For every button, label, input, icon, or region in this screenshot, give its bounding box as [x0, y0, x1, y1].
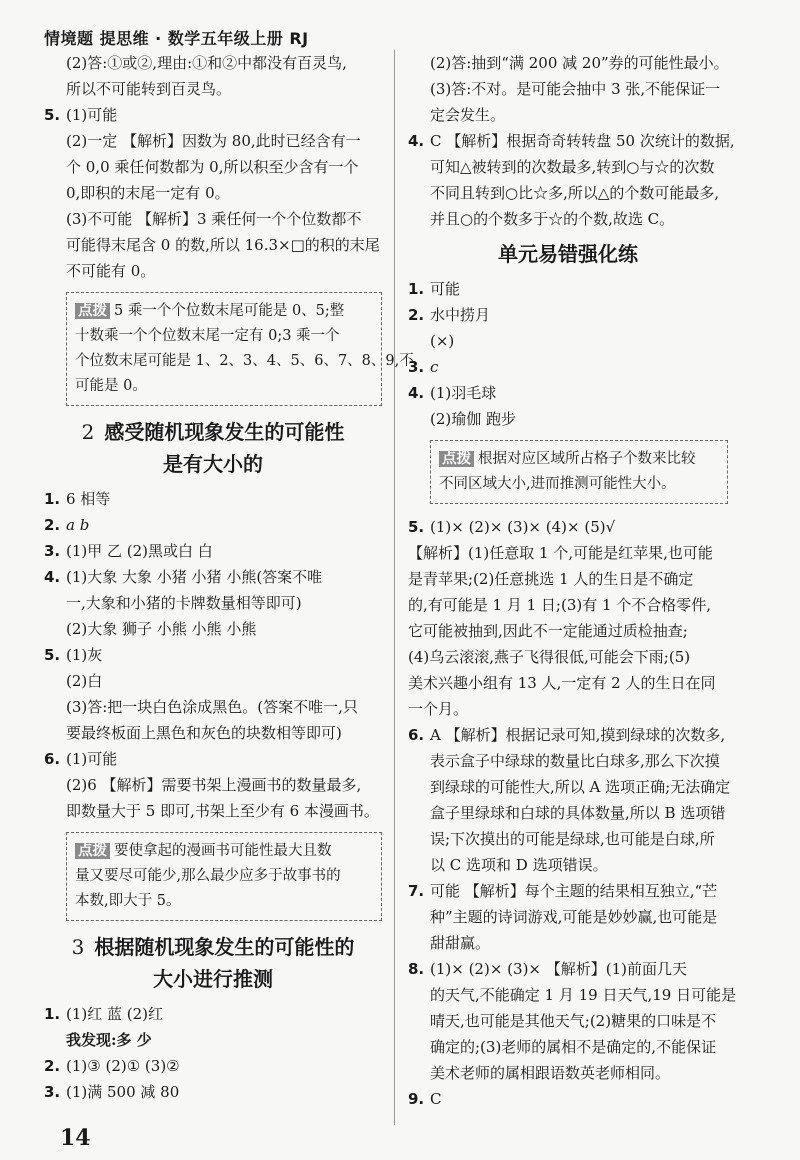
question [408, 722, 728, 748]
section-title: 根据随机现象发生的可能性的 [94, 935, 355, 959]
tip-text: 根据对应区域所占格子个数来比较 [478, 451, 696, 467]
question [408, 128, 735, 154]
text-line: (×) [430, 332, 455, 350]
question-number: 1. [408, 280, 425, 298]
text-line: 表示盒子中绿球的数量比白球多,那么下次摸 [430, 752, 720, 770]
question [408, 878, 728, 904]
question-number: 1. [44, 1005, 61, 1023]
section-title: 感受随机现象发生的可能性 [104, 420, 345, 444]
question [44, 642, 382, 668]
page-number: 14 [60, 1125, 91, 1151]
text-line: 它可能被抽到,因此不一定能通过质检抽查; [408, 622, 688, 640]
text-line: 一,大象和小猪的卡牌数量相等即可) [66, 594, 302, 612]
text-line: 并且○的个数多于☆的个数,故选 C。 [430, 210, 675, 228]
tip-text: 要使拿起的漫画书可能性最大且数 [114, 843, 332, 859]
tip-text: 量又要尽可能少,那么最少应多于故事书的 [75, 868, 341, 884]
section-title-3 [44, 931, 382, 995]
question-number: 6. [44, 750, 61, 768]
section-title: 大小进行推测 [153, 967, 273, 991]
question-number: 6. [408, 726, 425, 744]
tip-label: 点拨 [75, 303, 110, 319]
text-line: 所以不可能转到百灵鸟。 [66, 80, 232, 98]
text-line: 甜甜赢。 [430, 934, 491, 952]
text: C 【解析】根据奇奇转转盘 50 次统计的数据, [430, 132, 735, 150]
column-divider [394, 50, 395, 1125]
text: (1)甲 乙 (2)黑或白 白 [66, 542, 213, 560]
question-number: 1. [44, 490, 61, 508]
unit-title: 单元易错强化练 [498, 242, 638, 266]
question-number: 7. [408, 882, 425, 900]
question-number: 4. [408, 132, 425, 150]
question [44, 1079, 382, 1105]
text-line: 要最终板面上黑色和灰色的块数相等即可) [66, 724, 342, 742]
question-number: 4. [408, 384, 425, 402]
question [408, 276, 728, 302]
text-line: 我发现:多 少 [66, 1031, 152, 1049]
text: A 【解析】根据记录可知,摸到绿球的次数多, [430, 726, 726, 744]
tip-label: 点拨 [75, 843, 110, 859]
running-header: 情境题 提思维 · 数学五年级上册 RJ [44, 29, 309, 48]
section-title: 是有大小的 [163, 452, 263, 476]
tip-text: 十数乘一个个位数末尾一定有 0;3 乘一个 [75, 328, 340, 344]
text-line: (2)6 【解析】需要书架上漫画书的数量最多, [66, 776, 362, 794]
text-line: 【解析】(1)任意取 1 个,可能是红苹果,也可能 [408, 544, 713, 562]
question-number: 2. [44, 516, 61, 534]
text-line: (3)答:把一块白色涂成黑色。(答案不唯一,只 [66, 698, 358, 716]
question [44, 512, 382, 538]
text-line: (2)一定 【解析】因数为 80,此时已经含有一 [66, 132, 361, 150]
question-number: 4. [44, 568, 61, 586]
question [44, 564, 382, 590]
text-line: 不同且转到○比☆多,所以△的个数可能最多, [430, 184, 720, 202]
text-line: 种”主题的诗词游戏,可能是妙妙赢,也可能是 [430, 908, 718, 926]
tip-box [66, 832, 382, 921]
text: (1)× (2)× (3)× (4)× (5)√ [430, 518, 616, 536]
question-5 [44, 102, 382, 128]
text-line: 个 0,0 乘任何数都为 0,所以积至少含有一个 [66, 158, 359, 176]
tip-box [430, 440, 728, 504]
text: 可能 [430, 280, 461, 298]
section-title-2 [44, 416, 382, 480]
question-number: 2. [408, 306, 425, 324]
question [408, 380, 728, 406]
text-line: 的天气,不能确定 1 月 19 日天气,19 日可能是 [430, 986, 737, 1004]
question [408, 302, 728, 328]
text: (1)× (2)× (3)× 【解析】(1)前面几天 [430, 960, 688, 978]
text-line: (2)答:①或②,理由:①和②中都没有百灵鸟, [66, 54, 347, 72]
tip-text: 本数,即大于 5。 [75, 893, 181, 909]
question [44, 1001, 382, 1027]
text: (1)红 蓝 (2)红 [66, 1005, 164, 1023]
text-line: 的,有可能是 1 月 1 日;(3)有 1 个不合格零件, [408, 596, 712, 614]
text: (1)大象 大象 小猪 小猪 小熊(答案不唯 [66, 568, 323, 586]
text: C [430, 1090, 442, 1108]
question-number: 8. [408, 960, 425, 978]
text-line: 不可能有 0。 [66, 262, 156, 280]
text-line: 美术老师的属相跟语数英老师相同。 [430, 1064, 671, 1082]
text: 水中捞月 [430, 306, 491, 324]
section-number: 3 [71, 935, 85, 959]
text-line: 误;下次摸出的可能是绿球,也可能是白球,所 [430, 830, 715, 848]
question-number: 5. [408, 518, 425, 536]
text: (1)灰 [66, 646, 103, 664]
right-column [408, 50, 737, 1112]
text-line: 确定的;(3)老师的属相不是确定的,不能保证 [430, 1038, 717, 1056]
tip-text: 可能是 0。 [75, 378, 147, 394]
tip-box [66, 292, 414, 406]
text-line: (2)瑜伽 跑步 [430, 410, 517, 428]
left-column [44, 50, 414, 1105]
question [408, 354, 728, 380]
question-number: 3. [44, 542, 61, 560]
text: c [430, 358, 439, 376]
tip-label: 点拨 [439, 451, 474, 467]
text-line: (2)答:抽到“满 200 减 20”券的可能性最小。 [430, 54, 729, 72]
text: 6 相等 [66, 490, 111, 508]
text: (1)可能 [66, 106, 118, 124]
question-number: 9. [408, 1090, 425, 1108]
question-number: 5. [44, 646, 61, 664]
text-line: 可能得末尾含 0 的数,所以 16.3×□的积的末尾 [66, 236, 380, 254]
text-line: 盒子里绿球和白球的具体数量,所以 B 选项错 [430, 804, 726, 822]
text: (1)满 500 减 80 [66, 1083, 180, 1101]
text-line: 即数量大于 5 即可,书架上至少有 6 本漫画书。 [66, 802, 379, 820]
text: 可能 【解析】每个主题的结果相互独立,“芒 [430, 882, 718, 900]
question-number: 3. [44, 1083, 61, 1101]
text-line: 一个月。 [408, 700, 469, 718]
text-line: 晴天,也可能是其他天气;(2)糖果的口味是不 [430, 1012, 717, 1030]
section-number: 2 [81, 420, 95, 444]
text-line: 以 C 选项和 D 选项错误。 [430, 856, 608, 874]
question [408, 514, 728, 540]
text-line: (4)乌云滚滚,燕子飞得很低,可能会下雨;(5) [408, 648, 691, 666]
question [408, 1086, 728, 1112]
text-line: 到绿球的可能性大,所以 A 选项正确;无法确定 [430, 778, 731, 796]
text-line: (2)大象 狮子 小熊 小熊 小熊 [66, 620, 257, 638]
text-line: 是青苹果;(2)任意挑选 1 人的生日是不确定 [408, 570, 694, 588]
text: (1)可能 [66, 750, 118, 768]
text-line: (2)白 [66, 672, 103, 690]
text-line: 可知△被转到的次数最多,转到○与☆的次数 [430, 158, 715, 176]
text: (1)③ (2)① (3)② [66, 1057, 180, 1075]
question-number: 3. [408, 358, 425, 376]
question-number: 2. [44, 1057, 61, 1075]
tip-text: 个位数末尾可能是 1、2、3、4、5、6、7、8、9,不 [75, 353, 414, 369]
question [44, 746, 382, 772]
text-line: 美术兴趣小组有 13 人,一定有 2 人的生日在同 [408, 674, 716, 692]
question-number: 5. [44, 106, 61, 124]
tip-text: 5 乘一个个位数末尾可能是 0、5;整 [114, 303, 345, 319]
text-line: (3)答:不对。是可能会抽中 3 张,不能保证一 [430, 80, 721, 98]
tip-text: 不同区域大小,进而推测可能性大小。 [439, 476, 676, 492]
text-line: 0,即积的末尾一定有 0。 [66, 184, 230, 202]
text-line: 定会发生。 [430, 106, 506, 124]
text: (1)羽毛球 [430, 384, 497, 402]
text: a b [66, 516, 90, 534]
question [44, 486, 382, 512]
question [44, 538, 382, 564]
question [408, 956, 728, 982]
text-line: (3)不可能 【解析】3 乘任何一个个位数都不 [66, 210, 362, 228]
question [44, 1053, 382, 1079]
